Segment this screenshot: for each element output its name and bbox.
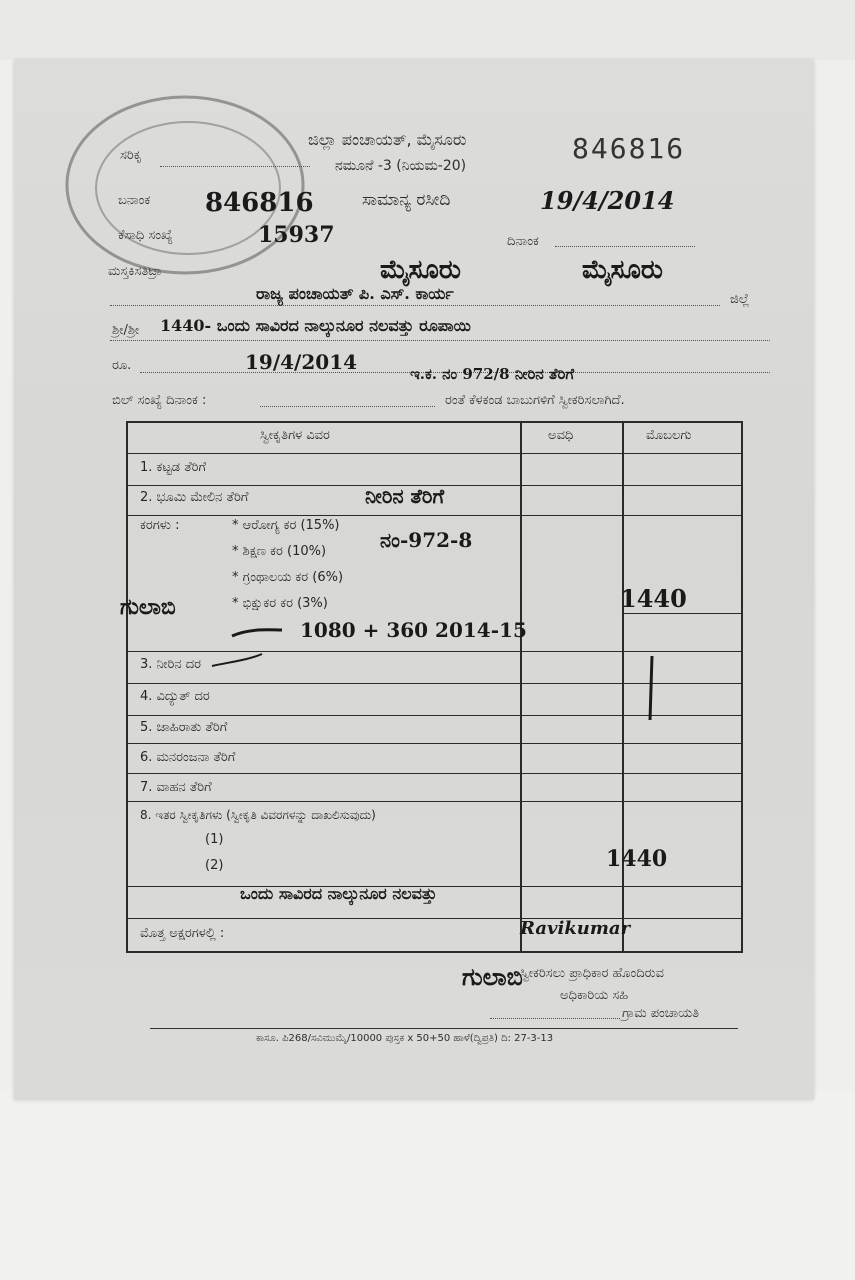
hw-amount-1: 1440 [620, 584, 687, 613]
tax-education: * ಶಿಕ್ಷಣ ಕರ (10%) [232, 544, 327, 559]
row-divider [128, 515, 741, 516]
sub-item-2: (2) [205, 858, 224, 873]
row-water-rate: 3. ನೀರಿನ ದರ [140, 657, 202, 672]
header-details: ಸ್ವೀಕೃತಿಗಳ ವಿವರ [260, 428, 330, 443]
field4-extra: ಇ.ಕ. ನಂ 972/8 ನೀರಿನ ತೆರಿಗೆ [410, 365, 575, 383]
hw-signature: Ravikumar [520, 918, 631, 939]
reg-label: ಕೆಸಾಧಿ ಸಂಖ್ಯೆ [118, 228, 173, 243]
field3-label: ಶ್ರೀ/ಶ್ರೀ [112, 323, 140, 338]
field4-label: ರೂ. [112, 358, 132, 373]
row-electricity: 4. ವಿದ್ಯುತ್ ದರ [140, 689, 210, 704]
receipt-title: ಸಾಮಾನ್ಯ ರಸೀದಿ [362, 190, 451, 210]
row-entertainment-tax: 6. ಮನರಂಜನಾ ತೆರಿಗೆ [140, 750, 236, 765]
bill-label: ಬಿಲ್ ಸಂಖ್ಯೆ ದಿನಾಂಕ : [112, 393, 207, 408]
field3-value: 1440- ಒಂದು ಸಾವಿರದ ನಾಲ್ಕುನೂರ ನಲವತ್ತು ರೂಪಾಯಿ [160, 316, 471, 335]
field1-label: ಮಸ್ತಕಿಸತಿಟ್ರಾ [108, 264, 162, 279]
handwritten-date: 19/4/2014 [540, 186, 675, 215]
row-divider [128, 801, 741, 802]
backdrop-bottom [0, 1090, 855, 1280]
authority-line1: ಸ್ವೀಕರಿಸಲು ಪ್ರಾಧಿಕಾರ ಹೊಂದಿರುವ [520, 966, 664, 981]
district-label: ಜಿಲ್ಲೆ [730, 292, 750, 307]
taxes-label: ಕರಗಳು : [140, 518, 180, 533]
backdrop-top [0, 0, 855, 60]
dotted-line [110, 340, 770, 341]
row-divider [128, 918, 741, 919]
row-divider [128, 743, 741, 744]
row-divider [128, 683, 741, 684]
amount-in-words-label: ಮೊತ್ತ ಅಕ್ಷರಗಳಲ್ಲಿ : [140, 926, 225, 941]
date-label: ದಿನಾಂಕ [507, 234, 539, 249]
dotted-line [490, 1018, 620, 1019]
hw-name: ಗುಲಾಬಿ [120, 594, 176, 620]
print-info: ಕಾಸೂ. ಪಿ268/ಸವಿಮುಮೈ/10000 ಪುಸ್ತಕ x 50+50 ಹಾಳೆ(ದ್ವಿಪ್ರತಿ) ದಿ: 27-3-13 [256, 1033, 554, 1044]
panchayat-label: ಗ್ರಾಮ ಪಂಚಾಯತಿ [622, 1006, 700, 1021]
sub-item-1: (1) [205, 832, 224, 847]
hw-amount-2: 1440 [606, 846, 668, 872]
column-divider [520, 423, 522, 953]
row-divider [128, 453, 741, 454]
reg-value: 15937 [258, 222, 335, 248]
serial-number: 846816 [572, 132, 686, 165]
field1-value2: ಮೈಸೂರು [582, 255, 663, 285]
row-land-tax: 2. ಭೂಮಿ ಮೇಲಿನ ತೆರಿಗೆ [140, 490, 249, 505]
footer-rule [150, 1028, 738, 1029]
form-number: ನಮೂನೆ -3 (ನಿಯಮ-20) [335, 158, 467, 174]
row-divider [622, 613, 741, 614]
tax-library: * ಗ್ರಂಥಾಲಯ ಕರ (6%) [232, 570, 344, 585]
dotted-line [555, 246, 695, 247]
dotted-line [110, 305, 720, 306]
tax-health: * ಆರೋಗ್ಯ ಕರ (15%) [232, 518, 340, 533]
bill-tail: ರಂತೆ ಕೆಳಕಂಡ ಬಾಬುಗಳಿಗೆ ಸ್ವೀಕರಿಸಲಾಗಿದೆ. [445, 393, 625, 408]
row-divider [128, 651, 741, 652]
stamp-line1: ಸರಿಕೃ [120, 148, 142, 163]
row-advertisement-tax: 5. ಜಾಹಿರಾತು ತೆರಿಗೆ [140, 720, 228, 735]
field1-value1: ಮೈಸೂರು [380, 255, 461, 285]
row-divider [128, 773, 741, 774]
row-divider [128, 715, 741, 716]
field4-value: 19/4/2014 [245, 350, 358, 374]
hw-amount-words: ಒಂದು ಸಾವಿರದ ನಾಲ್ಕುನೂರ ನಲವತ್ತು [240, 884, 437, 903]
column-divider [622, 423, 624, 953]
tax-beggary: * ಭಿಕ್ಷುಕರ ಕರ (3%) [232, 596, 328, 611]
row-building-tax: 1. ಕಟ್ಟಡ ತೆರಿಗೆ [140, 460, 207, 475]
field2-value: ರಾಜ್ಯ ಪಂಚಾಯತ್ ಪಿ. ಎಸ್. ಕಾರ್ಯ [256, 284, 454, 303]
org-title: ಜಿಲ್ಲಾ ಪಂಚಾಯತ್, ಮೈಸೂರು [308, 130, 467, 149]
header-amount: ಮೊಬಲಗು [646, 428, 692, 443]
stamp-number: 846816 [205, 188, 314, 218]
hw-water-tax: ನೀರಿನ ತೆರಿಗೆ [365, 484, 445, 508]
authority-line2: ಅಧಿಕಾರಿಯ ಸಹಿ [560, 988, 629, 1003]
dotted-line [260, 406, 435, 407]
stamp-line2: ಬನಾಂಕ [118, 193, 151, 208]
hw-calculation: 1080 + 360 2014-15 [300, 618, 527, 642]
hw-reference: ನಂ-972-8 [380, 528, 473, 552]
row-vehicle-tax: 7. ವಾಹನ ತೆರಿಗೆ [140, 780, 212, 795]
row-other-receipts: 8. ಇತರ ಸ್ವೀಕೃತಿಗಳು (ಸ್ವೀಕೃತಿ ವಿವರಗಳನ್ನು ದಾಖಲಿಸುವುದು) [140, 808, 376, 822]
hw-signatory: ಗುಲಾಬಿ [462, 962, 523, 991]
dotted-line [160, 166, 310, 167]
header-period: ಅವಧಿ [548, 428, 574, 443]
